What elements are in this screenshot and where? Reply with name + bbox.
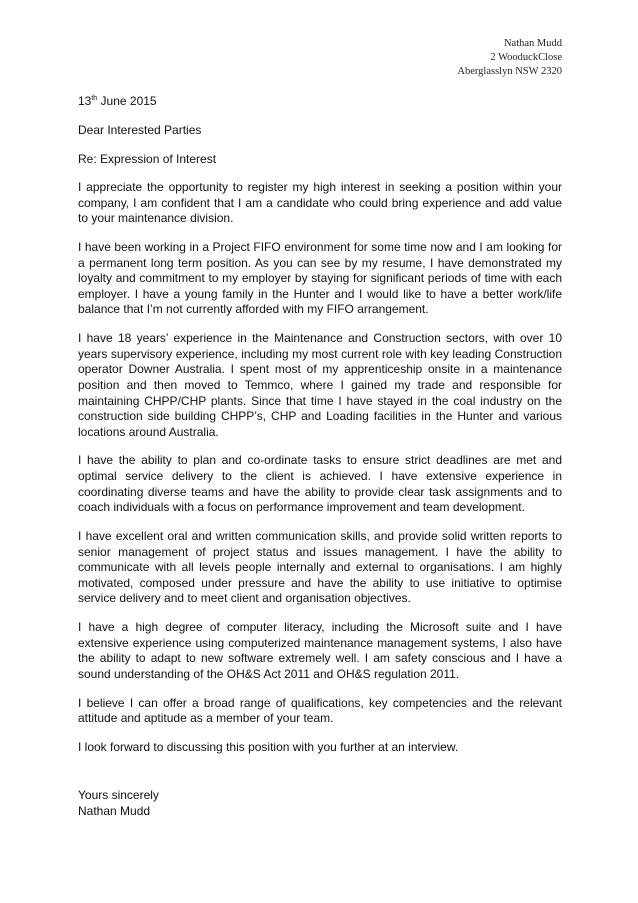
- date-month-year: June 2015: [97, 94, 157, 108]
- sender-suburb: Aberglasslyn NSW 2320: [457, 66, 562, 77]
- sender-street: 2 WooduckClose: [490, 52, 562, 63]
- sender-name: Nathan Mudd: [503, 38, 562, 49]
- signature-name: Nathan Mudd: [78, 803, 151, 818]
- body-paragraph-2: I have been working in a Project FIFO environment for some time now and I am looking for a permanent long term position. As you can see by my resume, I have demonstrated my loyalty and commitment to my employer by staying for significant periods of time with each employer. I have a young family in the Hunter and I would like to have a better work/life balance that I’m not currently afforded with my FIFO arrangement.: [78, 239, 562, 317]
- closing-block: [78, 788, 159, 819]
- subject-line: Re: Expression of Interest: [78, 152, 217, 166]
- body-paragraph-1: I appreciate the opportunity to register my high interest in seeking a position within your company, I am confident that I am a candidate who could bring experience and add value to your maintenance division.: [78, 180, 562, 226]
- valediction: Yours sincerely: [78, 788, 159, 802]
- body-paragraph-4: I have the ability to plan and co-ordinate tasks to ensure strict deadlines are met and optimal service delivery to the client is achieved. I have extensive experience in coordinating diverse teams and have the ability to provide clear task assignments and to coach individuals with a focus on performance improvement and team development.: [78, 453, 562, 515]
- body-paragraph-5: I have excellent oral and written communication skills, and provide solid written reports to senior management of project status and issues management. I have the ability to communicate with all levels people internally and external to organisations. I am highly motivated, composed under pressure and have the ability to use initiative to optimise service delivery and to meet client and organisation objectives.: [78, 529, 562, 606]
- sender-address-block: [457, 37, 562, 79]
- salutation: Dear Interested Parties: [78, 123, 202, 137]
- body-paragraph-6: I have a high degree of computer literacy, including the Microsoft suite and I have extensive experience using computerized maintenance management systems, I also have the ability to adapt to new software extremely well. I am safety conscious and I have a sound understanding of the OH&S Act 2011 and OH&S regulation 2011.: [78, 620, 562, 681]
- body-paragraph-7: I believe I can offer a broad range of qualifications, key competencies and the relevant attitude and aptitude as a member of your team.: [78, 695, 562, 726]
- body-paragraph-3: I have 18 years’ experience in the Maintenance and Construction sectors, with over 10 years supervisory experience, including my most current role with key leading Construction operator Downer Australia. I spent most of my apprenticeship onsite in a maintenance position and then moved to Temmco, where I gained my trade and responsible for maintaining CHPP/CHP plants. Since that time I have stayed in the coal industry on the construction side building CHPP’s, CHP and Loading facilities in the Hunter and various locations around Australia.: [78, 331, 562, 439]
- body-paragraph-8: I look forward to discussing this position with you further at an interview.: [78, 740, 459, 755]
- letter-body: [78, 180, 562, 769]
- letter-date: [78, 94, 562, 110]
- date-day-suffix: th: [91, 95, 98, 102]
- date-day: 13: [78, 94, 92, 108]
